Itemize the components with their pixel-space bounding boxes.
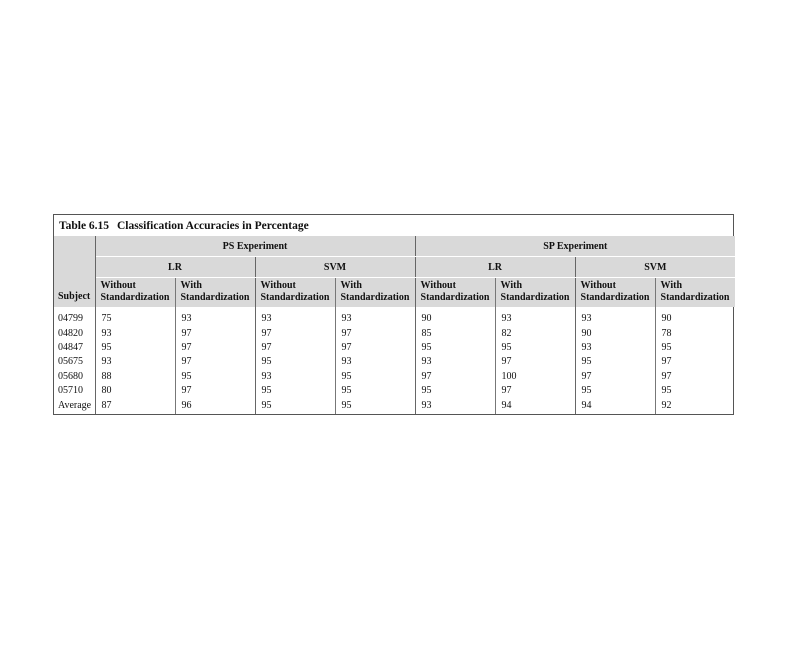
accuracy-cell: 92 bbox=[661, 399, 672, 411]
experiment-header-row bbox=[54, 236, 735, 257]
accuracy-cell: 93 bbox=[415, 355, 495, 369]
subject-cell: 04847 bbox=[54, 341, 95, 355]
accuracy-cell: 93 bbox=[575, 341, 655, 355]
accuracy-cell: 90 bbox=[415, 307, 495, 326]
accuracy-cell: 95 bbox=[175, 370, 255, 384]
subject-cell: 04820 bbox=[54, 326, 95, 340]
subject-cell: Average bbox=[54, 398, 95, 413]
table-row bbox=[54, 307, 735, 326]
sp-lr-header: LR bbox=[415, 257, 575, 278]
subject-column-header: Subject bbox=[58, 291, 91, 302]
accuracy-cell: 93 bbox=[175, 307, 255, 326]
accuracy-cell: 95 bbox=[415, 341, 495, 355]
accuracy-cell: 95 bbox=[335, 384, 415, 398]
classification-accuracy-table bbox=[54, 236, 735, 414]
table-body bbox=[54, 307, 735, 414]
subject-cell: 05710 bbox=[54, 384, 95, 398]
accuracy-cell: 93 bbox=[415, 398, 495, 413]
accuracy-cell: 96 bbox=[175, 398, 255, 413]
accuracy-cell: 97 bbox=[661, 356, 672, 368]
accuracy-table-box bbox=[53, 214, 734, 415]
accuracy-cell: 95 bbox=[255, 398, 335, 413]
accuracy-cell: 95 bbox=[495, 341, 575, 355]
ps-svm-header: SVM bbox=[255, 257, 415, 278]
accuracy-cell: 95 bbox=[415, 384, 495, 398]
ps-experiment-header: PS Experiment bbox=[95, 236, 415, 257]
accuracy-cell: 97 bbox=[335, 326, 415, 340]
accuracy-cell: 94 bbox=[575, 398, 655, 413]
accuracy-cell: 93 bbox=[575, 307, 655, 326]
accuracy-cell: 95 bbox=[255, 355, 335, 369]
ps-lr-with-header: With Standardization bbox=[175, 278, 255, 308]
accuracy-cell: 75 bbox=[95, 307, 175, 326]
accuracy-cell: 93 bbox=[255, 307, 335, 326]
table-row bbox=[54, 384, 735, 398]
accuracy-cell: 95 bbox=[661, 341, 672, 353]
table-row bbox=[54, 341, 735, 355]
ps-lr-header: LR bbox=[95, 257, 255, 278]
accuracy-cell: 93 bbox=[95, 326, 175, 340]
subject-cell: 05675 bbox=[54, 355, 95, 369]
accuracy-cell: 93 bbox=[495, 307, 575, 326]
sp-experiment-header: SP Experiment bbox=[415, 236, 735, 257]
accuracy-cell: 93 bbox=[255, 370, 335, 384]
sp-lr-with-header: With Standardization bbox=[495, 278, 575, 308]
accuracy-cell: 97 bbox=[175, 326, 255, 340]
accuracy-cell: 95 bbox=[335, 398, 415, 413]
classifier-header-row bbox=[54, 257, 735, 278]
accuracy-cell: 97 bbox=[495, 355, 575, 369]
accuracy-cell: 95 bbox=[335, 370, 415, 384]
accuracy-cell: 93 bbox=[335, 307, 415, 326]
accuracy-cell: 88 bbox=[95, 370, 175, 384]
subject-header-cell bbox=[54, 236, 95, 307]
accuracy-cell: 97 bbox=[255, 326, 335, 340]
accuracy-cell: 95 bbox=[575, 355, 655, 369]
sp-svm-without-header: Without Standardization bbox=[575, 278, 655, 308]
accuracy-cell: 97 bbox=[335, 341, 415, 355]
ps-lr-without-header: Without Standardization bbox=[95, 278, 175, 308]
sp-svm-with-header: With Standardization bbox=[655, 278, 735, 308]
accuracy-cell: 93 bbox=[95, 355, 175, 369]
accuracy-cell: 85 bbox=[415, 326, 495, 340]
standardization-header-row bbox=[54, 278, 735, 308]
table-row bbox=[54, 398, 735, 413]
table-row bbox=[54, 370, 735, 384]
accuracy-cell: 90 bbox=[575, 326, 655, 340]
table-row bbox=[54, 355, 735, 369]
accuracy-cell: 80 bbox=[95, 384, 175, 398]
subject-cell: 04799 bbox=[54, 307, 95, 326]
table-number: Table 6.15 bbox=[59, 220, 110, 232]
subject-cell: 05680 bbox=[54, 370, 95, 384]
table-row bbox=[54, 326, 735, 340]
accuracy-cell: 97 bbox=[175, 384, 255, 398]
accuracy-cell: 95 bbox=[255, 384, 335, 398]
accuracy-cell: 78 bbox=[661, 327, 672, 339]
accuracy-cell: 97 bbox=[255, 341, 335, 355]
accuracy-cell: 94 bbox=[495, 398, 575, 413]
accuracy-cell: 93 bbox=[335, 355, 415, 369]
accuracy-cell: 90 bbox=[661, 313, 672, 325]
table-caption bbox=[54, 215, 733, 236]
accuracy-cell: 95 bbox=[575, 384, 655, 398]
ps-svm-without-header: Without Standardization bbox=[255, 278, 335, 308]
accuracy-cell: 87 bbox=[95, 398, 175, 413]
accuracy-cell: 97 bbox=[175, 355, 255, 369]
accuracy-cell: 97 bbox=[661, 370, 672, 382]
ps-svm-with-header: With Standardization bbox=[335, 278, 415, 308]
accuracy-cell: 100 bbox=[495, 370, 575, 384]
sp-svm-header: SVM bbox=[575, 257, 735, 278]
accuracy-cell: 97 bbox=[415, 370, 495, 384]
table-title: Classification Accuracies in Percentage bbox=[116, 220, 309, 232]
accuracy-cell: 95 bbox=[95, 341, 175, 355]
accuracy-cell: 97 bbox=[575, 370, 655, 384]
accuracy-cell: 97 bbox=[495, 384, 575, 398]
accuracy-cell: 97 bbox=[175, 341, 255, 355]
accuracy-cell: 82 bbox=[495, 326, 575, 340]
accuracy-cell: 95 bbox=[661, 385, 672, 397]
sp-lr-without-header: Without Standardization bbox=[415, 278, 495, 308]
